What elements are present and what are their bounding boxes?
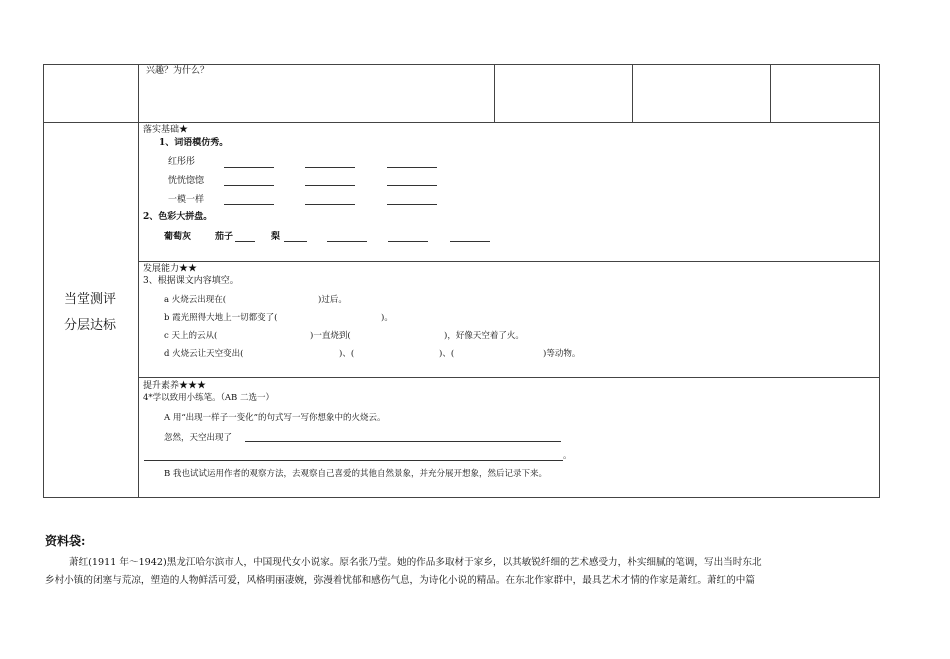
table-subcell-divider-2 (632, 64, 633, 122)
word-3: 一模一样 (168, 195, 205, 205)
blank-line (387, 167, 437, 168)
q3b-post: )。 (381, 313, 393, 323)
table-subcell-divider-1 (494, 64, 495, 122)
word-2: 恍恍惚惚 (168, 176, 205, 186)
q1-title: 1、词语模仿秀。 (159, 138, 229, 148)
table-border-left (43, 64, 44, 498)
blank-line (224, 167, 274, 168)
blank-line (450, 241, 490, 242)
table-col-divider (138, 64, 139, 498)
side-label-line2: 分层达标 (64, 318, 117, 333)
section1-title: 落实基础★ (143, 125, 189, 135)
resource-paragraph-line2: 乡村小镇的闭塞与荒凉，塑造的人物鲜活可爱，风格明丽凄婉，弥漫着忧郁和感伤气息，为诗化小说的精品。在东北作家群中，最具艺术才情的作家是萧红。萧红的中篇 (45, 575, 755, 586)
q3d-mid2: )、( (439, 349, 455, 359)
color-1: 葡萄灰 (164, 232, 192, 242)
table-border-right (879, 64, 880, 498)
blank-line (305, 167, 355, 168)
blank-line (224, 204, 274, 205)
section2-title: 发展能力★★ (143, 264, 198, 274)
q3a-pre: a 火烧云出现在( (164, 295, 227, 305)
blank-line (284, 241, 307, 242)
q3-title: 3、根据课文内容填空。 (143, 276, 239, 286)
q3a-post: )过后。 (318, 295, 347, 305)
word-1: 红彤彤 (168, 157, 196, 167)
table-row-divider-1 (43, 122, 880, 123)
color-2: 茄子 (215, 232, 234, 242)
side-label-line1: 当堂测评 (64, 292, 117, 307)
blank-line (235, 241, 255, 242)
q4b-text: B 我也试试运用作者的观察方法，去观察自己喜爱的其他自然景象，并充分展开想象，然后记录下来。 (164, 469, 547, 479)
writing-end-mark: 。 (563, 451, 572, 461)
q4a-start: 忽然，天空出现了 (164, 433, 233, 443)
writing-line (245, 441, 561, 442)
blank-line (305, 185, 355, 186)
blank-line (224, 185, 274, 186)
blank-line (327, 241, 367, 242)
q3c-mid: )一直烧到( (310, 331, 351, 341)
q3d-post: )等动物。 (543, 349, 581, 359)
q3c-pre: c 天上的云从( (164, 331, 218, 341)
blank-line (387, 185, 437, 186)
resource-paragraph-line1: 萧红(1911 年～1942)黑龙江哈尔滨市人，中国现代女小说家。原名张乃莹。她的作品多取材于家乡，以其敏锐纤细的艺术感受力，朴实细腻的笔调，写出当时东北 (69, 557, 762, 568)
blank-line (305, 204, 355, 205)
table-subcell-divider-3 (770, 64, 771, 122)
table-row-divider-2 (138, 261, 880, 262)
q3d-pre: d 火烧云让天空变出( (164, 349, 244, 359)
q2-title: 2、色彩大拼盘。 (143, 212, 213, 222)
q3b-pre: b 霞光照得大地上一切都变了( (164, 313, 278, 323)
q4-title: 4*学以致用小练笔。（AB 二选一） (143, 393, 274, 403)
blank-line (387, 204, 437, 205)
table-border-top (43, 64, 880, 65)
color-3: 梨 (271, 232, 281, 242)
section3-title: 提升素养★★★ (143, 381, 207, 391)
row1-text: 兴趣？为什么？ (146, 66, 210, 76)
table-border-bottom (43, 497, 880, 498)
blank-line (388, 241, 428, 242)
resource-title: 资料袋: (45, 534, 86, 548)
q3d-mid1: )、( (339, 349, 355, 359)
writing-line (144, 460, 563, 461)
q4a-text: A 用“出现一样子一变化”的句式写一写你想象中的火烧云。 (164, 413, 386, 423)
q3c-post: )，好像天空着了火。 (444, 331, 524, 341)
table-row-divider-3 (138, 377, 880, 378)
